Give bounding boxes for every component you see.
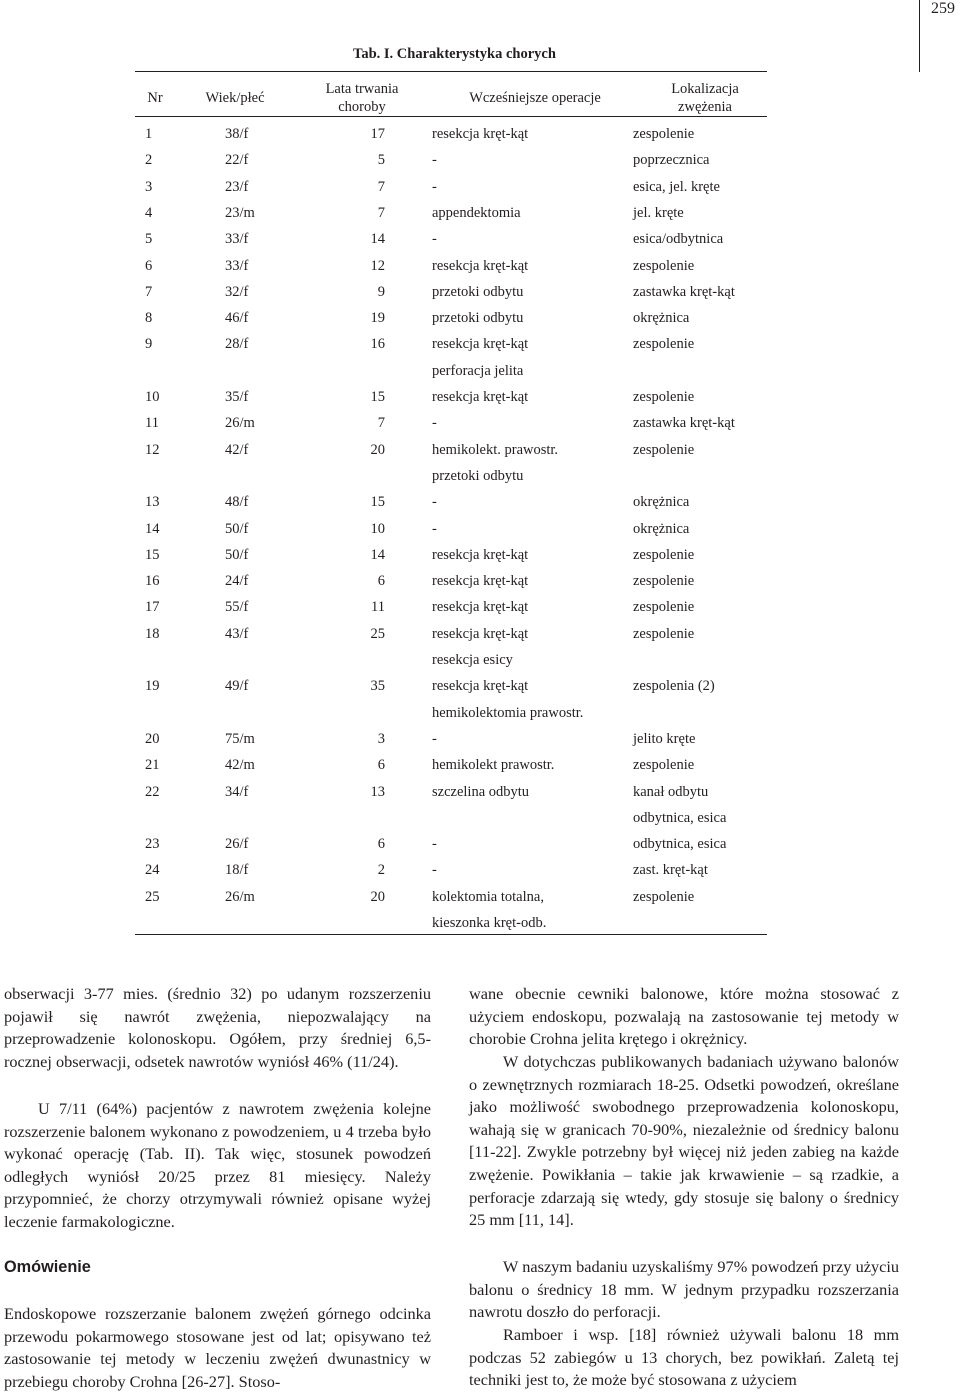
table-row [135,652,775,672]
cell-location: zespolenie [633,757,695,774]
cell-operation: resekcja kręt-kąt [432,546,529,563]
cell-location: odbytnica, esica [633,836,727,853]
cell-operation: przetoki odbytu [432,283,524,300]
cell-duration: 9 [377,283,385,300]
cell-duration: 16 [370,336,385,353]
table-row [135,284,775,304]
cell-age-sex: 35/f [225,389,249,405]
header-location [650,80,760,116]
cell-location: zespolenie [633,573,695,590]
cell-location: odbytnica, esica [633,809,727,826]
table-row [135,258,775,278]
cell-duration: 2 [377,862,385,879]
cell-duration: 11 [371,599,385,616]
right-paragraph-3: W naszym badaniu uzyskaliśmy 97% powodzeń przy użyciu balonu o średnicy 18 mm. W jednym przypadku rozszerzania nawrotu doszło do perforacji. [469,1257,899,1322]
cell-location: zespolenie [633,546,695,563]
cell-age-sex: 22/f [225,152,249,169]
cell-nr: 2 [145,152,153,169]
cell-operation: - [432,520,437,537]
cell-operation: - [432,152,437,169]
header-operations: Wcześniejsze operacje [469,90,601,106]
table-row [135,415,775,435]
cell-nr: 3 [145,178,153,195]
cell-age-sex: 33/f [225,231,249,248]
table-row [135,152,775,172]
cell-duration: 7 [377,415,385,432]
table-row [135,547,775,567]
cell-location: zespolenia (2) [633,678,715,695]
cell-location: zespolenie [633,888,695,905]
cell-nr: 21 [145,757,160,774]
cell-nr: 9 [145,336,153,353]
cell-operation: szczelina odbytu [432,783,530,800]
table-row [135,836,775,856]
left-paragraph-2: U 7/11 (64%) pacjentów z nawrotem zwężenia kolejne rozszerzenie balonem wykonano z powodzeniem, u 4 trzeba było wykonać operację (Tab. II). Tak więc, stosunek powodzeń odległych wyniósł 20/25 przez 81 miesięcy. Należy przypomnieć, że chorzy otrzymywali również opisane wyżej leczenie farmakologiczne. [4,1099,431,1231]
cell-age-sex: 46/f [225,310,249,327]
left-paragraph-3: Endoskopowe rozszerzanie balonem zwężeń górnego odcinka przewodu pokarmowego stosowane jest od lat; opisywano też zastosowanie tej metody w leczeniu zwężeń dwunastnicy w przebiegu choroby Crohna [26-27]. Stoso- [4,1304,431,1391]
cell-location: zespolenie [633,126,695,142]
table-row [135,442,775,462]
cell-nr: 13 [145,494,160,511]
cell-age-sex: 42/f [225,441,249,458]
cell-age-sex: 43/f [225,625,249,642]
cell-age-sex: 42/m [225,757,255,774]
cell-operation: - [432,415,437,432]
header-duration-line1: Lata trwania [325,81,399,97]
cell-nr: 11 [145,415,159,432]
cell-location: zespolenie [633,441,695,458]
cell-operation: - [432,730,437,747]
cell-duration: 19 [370,310,385,327]
cell-age-sex: 50/f [225,520,249,537]
cell-duration: 12 [370,257,385,274]
cell-operation: - [432,494,437,511]
cell-location: zespolenie [633,257,695,274]
cell-operation: resekcja kręt-kąt [432,573,529,590]
cell-operation: przetoki odbytu [432,467,524,484]
cell-location: zastawka kręt-kąt [633,283,735,300]
right-paragraph-2: W dotychczas publikowanych badaniach używano balonów o zewnętrznych rozmiarach 18-25. Odsetki powodzeń, określane jako możliwość swobodnego przeprowadzenia kolonoskopu, wahają się w granicach 70-90%, niezależnie od średnicy balonu [11-22]. Zwykle potrzebny był więcej niż jeden zabieg na każde zwężenie. Powikłania – takie jak krwawienie – są rzadkie, a perforacje zdarzają się wtedy, gdy stosuje się balony o średnicy 25 mm [11, 14]. [469,1052,899,1230]
table-row [135,862,775,882]
page-number: 259 [931,0,955,17]
cell-nr: 4 [145,204,153,221]
cell-nr: 23 [145,836,160,853]
cell-age-sex: 23/m [225,204,255,221]
cell-duration: 6 [377,573,385,590]
cell-age-sex: 26/m [225,415,255,432]
cell-nr: 6 [145,257,153,274]
cell-operation: resekcja kręt-kąt [432,678,529,695]
table-row [135,363,775,383]
cell-operation: resekcja esicy [432,652,513,668]
cell-operation: kolektomia totalna, [432,888,544,905]
cell-age-sex: 49/f [225,678,249,695]
cell-age-sex: 26/m [225,888,255,905]
table-row [135,179,775,199]
cell-nr: 25 [145,888,160,905]
table-row [135,310,775,330]
cell-nr: 5 [145,231,153,248]
cell-operation: resekcja kręt-kąt [432,126,529,142]
cell-nr: 17 [145,599,160,616]
cell-operation: - [432,231,437,248]
cell-nr: 22 [145,783,160,800]
cell-location: okrężnica [633,494,690,511]
cell-location: zespolenie [633,336,695,353]
cell-duration: 17 [370,126,385,142]
cell-duration: 13 [370,783,385,800]
cell-nr: 18 [145,625,160,642]
table-row [135,626,775,646]
cell-age-sex: 34/f [225,783,249,800]
left-paragraph-1: obserwacji 3-77 mies. (średnio 32) po udanym rozszerzeniu pojawił się nawrót zwężenia, niepozwalający na przeprowadzenie kolonoskopu. Ogółem, przy średniej 6,5-rocznej obserwacji, odsetek nawrotów wyniósł 46% (11/24). [4,984,431,1071]
header-age-sex: Wiek/płeć [205,90,265,106]
table-bottom-rule [135,934,767,935]
table-row [135,915,775,935]
table-row [135,757,775,777]
table-row [135,678,775,698]
cell-operation: appendektomia [432,204,521,221]
cell-duration: 6 [377,836,385,853]
cell-age-sex: 48/f [225,494,249,511]
table-row [135,810,775,830]
cell-duration: 3 [377,730,385,747]
table-top-rule [135,71,767,72]
cell-nr: 8 [145,310,153,327]
cell-duration: 7 [377,178,385,195]
header-location-line1: Lokalizacja [671,81,739,97]
table-caption: Tab. I. Charakterystyka chorych [353,46,556,62]
cell-operation: przetoki odbytu [432,310,524,327]
cell-nr: 24 [145,862,160,879]
table-row [135,494,775,514]
right-paragraph-1: wane obecnie cewniki balonowe, które można stosować z użyciem endoskopu, pozwalają na zastosowanie tej metody w chorobie Crohna jelita krętego i okrężnicy. [469,984,899,1049]
cell-location: jelito kręte [633,730,696,747]
cell-location: esica, jel. kręte [633,178,720,195]
cell-age-sex: 50/f [225,546,249,563]
cell-operation: hemikolektomia prawostr. [432,704,584,721]
section-heading-omowienie: Omówienie [4,1258,91,1276]
cell-age-sex: 75/m [225,730,255,747]
cell-age-sex: 33/f [225,257,249,274]
cell-location: okrężnica [633,520,690,537]
cell-operation: perforacja jelita [432,362,524,379]
cell-operation: kieszonka kręt-odb. [432,915,547,931]
cell-duration: 14 [370,546,385,563]
cell-operation: hemikolekt. prawostr. [432,441,559,458]
table-row [135,599,775,619]
cell-age-sex: 23/f [225,178,249,195]
table-row [135,784,775,804]
cell-operation: - [432,178,437,195]
page-number-rule [919,0,920,72]
cell-age-sex: 24/f [225,573,249,590]
header-location-line2: zwężenia [678,99,732,115]
cell-location: poprzecznica [633,152,710,169]
table-row [135,336,775,356]
cell-duration: 20 [370,888,385,905]
cell-age-sex: 55/f [225,599,249,616]
cell-nr: 19 [145,678,160,695]
cell-nr: 1 [145,126,153,142]
cell-operation: resekcja kręt-kąt [432,336,529,353]
cell-age-sex: 38/f [225,126,249,142]
cell-operation: resekcja kręt-kąt [432,257,529,274]
cell-operation: - [432,836,437,853]
table-header-rule [135,116,767,117]
cell-nr: 7 [145,283,153,300]
cell-duration: 35 [370,678,385,695]
cell-nr: 10 [145,389,160,405]
header-duration-line2: choroby [338,99,386,115]
cell-duration: 15 [370,389,385,405]
table-row [135,731,775,751]
cell-operation: hemikolekt prawostr. [432,757,555,774]
cell-age-sex: 32/f [225,283,249,300]
header-duration [312,80,412,116]
cell-duration: 7 [377,204,385,221]
cell-location: zespolenie [633,625,695,642]
cell-location: zespolenie [633,389,695,405]
cell-location: zespolenie [633,599,695,616]
cell-age-sex: 26/f [225,836,249,853]
cell-location: zast. kręt-kąt [633,862,708,879]
table-row [135,889,775,909]
cell-duration: 20 [370,441,385,458]
cell-operation: - [432,862,437,879]
cell-operation: resekcja kręt-kąt [432,389,529,405]
cell-location: kanał odbytu [633,783,709,800]
cell-nr: 20 [145,730,160,747]
cell-location: okrężnica [633,310,690,327]
table-row [135,573,775,593]
cell-age-sex: 28/f [225,336,249,353]
cell-duration: 25 [370,625,385,642]
cell-nr: 15 [145,546,160,563]
header-nr: Nr [147,90,163,106]
table-row [135,205,775,225]
cell-operation: resekcja kręt-kąt [432,599,529,616]
cell-duration: 6 [377,757,385,774]
table-row [135,389,775,409]
cell-location: jel. kręte [633,204,684,221]
cell-duration: 10 [370,520,385,537]
cell-duration: 15 [370,494,385,511]
table-row [135,521,775,541]
cell-location: esica/odbytnica [633,231,724,248]
cell-duration: 5 [377,152,385,169]
right-paragraph-4: Ramboer i wsp. [18] również używali balonu 18 mm podczas 52 zabiegów u 13 chorych, bez powikłań. Zaletą tej techniki jest to, że może być stosowana z użyciem [469,1325,899,1390]
cell-nr: 16 [145,573,160,590]
cell-location: zastawka kręt-kąt [633,415,735,432]
table-row [135,705,775,725]
cell-nr: 14 [145,520,160,537]
cell-duration: 14 [370,231,385,248]
cell-age-sex: 18/f [225,862,249,879]
cell-operation: resekcja kręt-kąt [432,625,529,642]
table-row [135,231,775,251]
cell-nr: 12 [145,441,160,458]
table-row [135,468,775,488]
table-row [135,126,775,146]
